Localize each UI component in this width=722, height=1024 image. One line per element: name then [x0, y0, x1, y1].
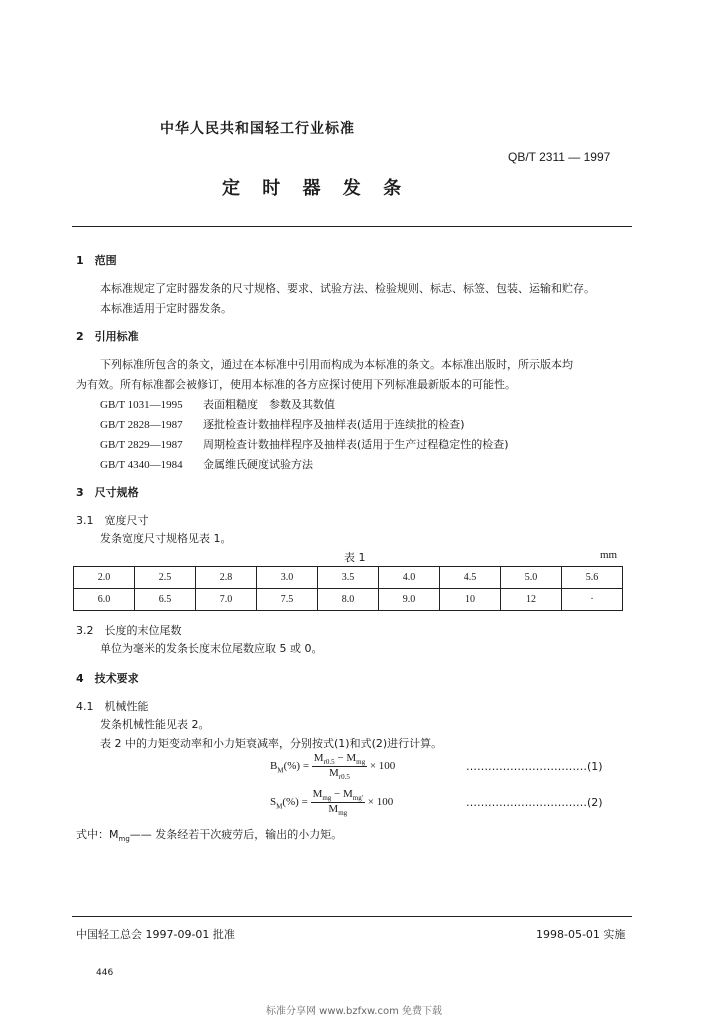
section-1-para-1: 本标准规定了定时器发条的尺寸规格、要求、试验方法、检验规则、标志、标签、包装、运输和贮存。 [100, 282, 595, 295]
formula-subscript: M [276, 802, 283, 811]
reference-code: GB/T 2828—1987 [100, 419, 183, 431]
formula-text: (%) = [283, 760, 310, 773]
formula-1-number: ……………………………(1) [466, 760, 603, 773]
fraction-denominator [312, 767, 367, 781]
table-cell: 7.5 [257, 589, 318, 611]
reference-name: 周期检查计数抽样程序及抽样表(适用于生产过程稳定性的检查) [203, 438, 509, 451]
where-prefix: 式中：M [76, 828, 119, 841]
subsection-4-1-text: 发条机械性能见表 2。 [100, 718, 210, 731]
table-1-caption: 表 1 [344, 551, 366, 564]
formula-fraction [311, 788, 365, 817]
table-row [74, 567, 623, 589]
formula-subscript: M [277, 766, 284, 775]
formula-text: × 100 [367, 796, 394, 809]
table-cell: 6.5 [135, 589, 196, 611]
reference-name: 逐批检查计数抽样程序及抽样表(适用于连续批的检查) [203, 418, 465, 431]
table-cell: 5.6 [562, 567, 623, 589]
subsection-3-2-text: 单位为毫米的发条长度末位尾数应取 5 或 0。 [100, 642, 323, 655]
section-2-heading: 2 引用标准 [76, 330, 139, 343]
table-cell: 10 [440, 589, 501, 611]
width-spec-table [73, 566, 623, 611]
formula-text: (%) = [282, 796, 308, 809]
formula-subscript: r0.5 [338, 773, 350, 782]
standard-number: QB/T 2311 — 1997 [508, 150, 611, 164]
subsection-3-1-heading: 3.1 宽度尺寸 [76, 514, 149, 527]
section-1-para-2: 本标准适用于定时器发条。 [100, 302, 232, 315]
formula-subscript: mg [118, 835, 130, 844]
fraction-numerator [311, 788, 365, 803]
document-title: 定 时 器 发 条 [222, 178, 410, 199]
formula-symbol: M [328, 803, 339, 816]
reference-code: GB/T 2829—1987 [100, 439, 183, 451]
formula-subscript: mg' [352, 794, 363, 803]
issuer-title: 中华人民共和国轻工行业标准 [160, 121, 355, 137]
table-1-unit: mm [600, 549, 618, 561]
table-cell: 2.8 [196, 567, 257, 589]
where-text: —— 发条经若干次疲劳后，输出的小力矩。 [129, 828, 343, 841]
approval-date: 中国轻工总会 1997-09-01 批准 [76, 928, 235, 941]
reference-item [100, 416, 465, 432]
section-1-heading: 1 范围 [76, 254, 117, 267]
table-cell: 7.0 [196, 589, 257, 611]
subsection-4-1-text-2: 表 2 中的力矩变动率和小力矩衰减率，分别按式(1)和式(2)进行计算。 [100, 737, 443, 750]
implementation-date: 1998-05-01 实施 [536, 928, 626, 941]
reference-name: 金属维氏硬度试验方法 [203, 458, 313, 471]
formula-subscript: mg [338, 809, 348, 818]
section-2-para-1: 下列标准所包含的条文，通过在本标准中引用而构成为本标准的条文。本标准出版时，所示版本均 [100, 358, 573, 371]
formula-symbol: − M [334, 752, 357, 764]
formula-subscript: mg [356, 758, 366, 767]
footer-rule [72, 916, 632, 917]
table-cell: 2.0 [74, 567, 135, 589]
formula-fraction [312, 752, 367, 781]
table-cell: 8.0 [318, 589, 379, 611]
table-cell: 4.0 [379, 567, 440, 589]
formula-text: × 100 [369, 760, 396, 773]
page-number: 446 [96, 968, 114, 978]
watermark-text: 标准分享网 www.bzfxw.com 免费下载 [266, 1006, 442, 1017]
formula-symbol: − M [331, 788, 353, 800]
formula-symbol: S [270, 796, 277, 809]
reference-code: GB/T 4340—1984 [100, 459, 183, 471]
table-cell: 3.5 [318, 567, 379, 589]
table-cell: 12 [501, 589, 562, 611]
formula-subscript: r0.5 [323, 758, 335, 767]
table-cell: 9.0 [379, 589, 440, 611]
fraction-numerator [312, 752, 367, 767]
reference-item [100, 396, 335, 412]
formula-symbol: M [313, 752, 324, 764]
formula-symbol: B [270, 760, 278, 773]
subsection-3-1-text: 发条宽度尺寸规格见表 1。 [100, 532, 232, 545]
formula-1 [270, 752, 395, 781]
table-cell: 4.5 [440, 567, 501, 589]
subsection-4-1-heading: 4.1 机械性能 [76, 700, 149, 713]
formula-2 [270, 788, 393, 817]
reference-item [100, 436, 509, 452]
section-4-heading: 4 技术要求 [76, 672, 139, 685]
table-cell: 3.0 [257, 567, 318, 589]
section-2-para-2: 为有效。所有标准都会被修订，使用本标准的各方应探讨使用下列标准最新版本的可能性。 [76, 378, 516, 391]
formula-subscript: mg [322, 794, 332, 803]
table-cell: 5.0 [501, 567, 562, 589]
table-cell: 6.0 [74, 589, 135, 611]
formula-symbol: M [329, 767, 339, 780]
table-cell: · [562, 589, 623, 611]
header-rule [72, 226, 632, 227]
subsection-3-2-heading: 3.2 长度的末位尾数 [76, 624, 182, 637]
formula-where-clause [76, 826, 342, 843]
formula-symbol: M [312, 788, 323, 800]
formula-2-number: ……………………………(2) [466, 796, 603, 809]
table-row [74, 589, 623, 611]
reference-item [100, 456, 313, 472]
section-3-heading: 3 尺寸规格 [76, 486, 139, 499]
table-cell: 2.5 [135, 567, 196, 589]
reference-code: GB/T 1031—1995 [100, 399, 183, 411]
fraction-denominator [311, 803, 365, 817]
reference-name: 表面粗糙度 参数及其数值 [203, 398, 335, 411]
